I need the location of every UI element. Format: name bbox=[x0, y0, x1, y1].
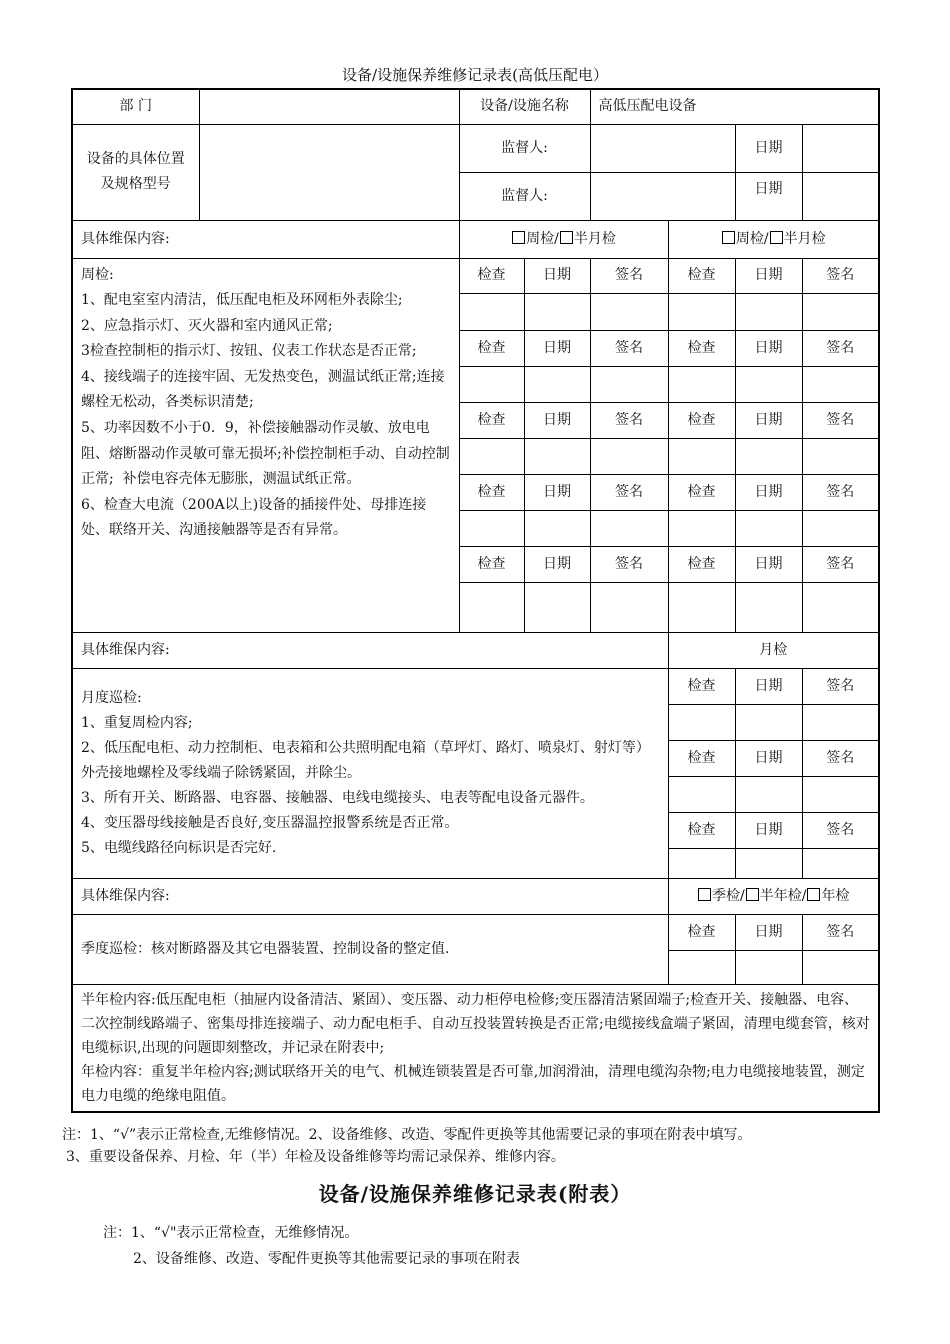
col-sign: 签名 bbox=[802, 812, 879, 848]
entry-cell[interactable] bbox=[459, 366, 524, 402]
col-sign: 签名 bbox=[802, 402, 879, 438]
col-check: 检查 bbox=[668, 546, 735, 582]
col-date: 日期 bbox=[735, 474, 802, 510]
entry-cell[interactable] bbox=[590, 293, 668, 330]
half-year-checkbox-icon[interactable] bbox=[746, 888, 759, 901]
monthly-freq-label: 月检 bbox=[668, 632, 879, 668]
col-check: 检查 bbox=[668, 402, 735, 438]
entry-cell[interactable] bbox=[735, 776, 802, 812]
entry-cell[interactable] bbox=[802, 704, 879, 740]
date-label-1: 日期 bbox=[735, 124, 802, 172]
dept-label: 部 门 bbox=[72, 89, 199, 124]
entry-cell[interactable] bbox=[735, 510, 802, 546]
col-check: 检查 bbox=[668, 258, 735, 293]
entry-cell[interactable] bbox=[735, 950, 802, 984]
col-check: 检查 bbox=[459, 258, 524, 293]
col-check: 检查 bbox=[668, 812, 735, 848]
col-check: 检查 bbox=[668, 668, 735, 704]
col-date: 日期 bbox=[524, 474, 590, 510]
form-title: 设备/设施保养维修记录表(高低压配电） bbox=[342, 66, 608, 84]
entry-cell[interactable] bbox=[802, 950, 879, 984]
entry-cell[interactable] bbox=[668, 293, 735, 330]
supervisor-label-1: 监督人: bbox=[459, 124, 590, 172]
col-check: 检查 bbox=[668, 330, 735, 366]
appendix-note-2: 2、设备维修、改造、零配件更换等其他需要记录的事项在附表 bbox=[133, 1251, 520, 1267]
date-field-1[interactable] bbox=[802, 124, 879, 172]
col-date: 日期 bbox=[735, 740, 802, 776]
col-check: 检查 bbox=[668, 474, 735, 510]
entry-cell[interactable] bbox=[459, 510, 524, 546]
col-date: 日期 bbox=[524, 402, 590, 438]
col-date: 日期 bbox=[735, 668, 802, 704]
weekly-checkbox-icon[interactable] bbox=[722, 231, 735, 244]
half-year-content-text: 半年检内容:低压配电柜（抽屉内设备清洁、紧固）、变压器、动力柜停电检修;变压器清洁紧固端子;检查开关、接触器、电容、二次控制线路端子、密集母排连接端子、动力配电柜手、自动互投装置转换是否正常;电缆接线盒端子紧固，清理电缆套管，核对电缆标识,出现的问题即刻整改，并记录在附表中; 年检内容：重复半年检内容;测试联络开关的电气、机械连锁装置是否可靠,加润滑油，清理电缆沟杂物;电力电缆接地装置，测定电力电缆的绝缘电阻值。 bbox=[72, 984, 879, 1112]
monthly-content-label: 具体维保内容: bbox=[72, 632, 668, 668]
col-sign: 签名 bbox=[590, 402, 668, 438]
weekly-freq-left: 周检/ 半月检 bbox=[459, 220, 668, 258]
entry-cell[interactable] bbox=[524, 366, 590, 402]
col-date: 日期 bbox=[524, 258, 590, 293]
col-date: 日期 bbox=[524, 330, 590, 366]
entry-cell[interactable] bbox=[802, 438, 879, 474]
entry-cell[interactable] bbox=[590, 366, 668, 402]
col-check: 检查 bbox=[459, 330, 524, 366]
col-date: 日期 bbox=[735, 402, 802, 438]
entry-cell[interactable] bbox=[668, 438, 735, 474]
col-date: 日期 bbox=[524, 546, 590, 582]
col-sign: 签名 bbox=[590, 546, 668, 582]
entry-cell[interactable] bbox=[668, 776, 735, 812]
col-sign: 签名 bbox=[802, 546, 879, 582]
col-sign: 签名 bbox=[802, 740, 879, 776]
appendix-title: 设备/设施保养维修记录表(附表） bbox=[318, 1182, 632, 1206]
equip-name-label: 设备/设施名称 bbox=[459, 89, 590, 124]
date-label-2: 日期 bbox=[735, 172, 802, 220]
col-sign: 签名 bbox=[590, 330, 668, 366]
dept-field[interactable] bbox=[199, 89, 459, 124]
col-date: 日期 bbox=[735, 330, 802, 366]
entry-cell[interactable] bbox=[802, 848, 879, 878]
col-sign: 签名 bbox=[802, 330, 879, 366]
weekly-checkbox-icon[interactable] bbox=[512, 231, 525, 244]
entry-cell[interactable] bbox=[802, 366, 879, 402]
location-field[interactable] bbox=[199, 124, 459, 220]
entry-cell[interactable] bbox=[668, 848, 735, 878]
half-month-checkbox-icon[interactable] bbox=[560, 231, 573, 244]
entry-cell[interactable] bbox=[735, 293, 802, 330]
entry-cell[interactable] bbox=[802, 510, 879, 546]
col-sign: 签名 bbox=[802, 258, 879, 293]
col-sign: 签名 bbox=[590, 474, 668, 510]
quarterly-freq: 季检/ 半年检/ 年检 bbox=[668, 878, 879, 914]
col-date: 日期 bbox=[735, 258, 802, 293]
col-date: 日期 bbox=[735, 812, 802, 848]
quarterly-content-label: 具体维保内容: bbox=[72, 878, 668, 914]
entry-cell[interactable] bbox=[668, 582, 735, 632]
location-label: 设备的具体位置及规格型号 bbox=[72, 124, 199, 220]
col-date: 日期 bbox=[735, 546, 802, 582]
appendix-notes bbox=[103, 1220, 520, 1272]
col-date: 日期 bbox=[735, 914, 802, 950]
entry-cell[interactable] bbox=[590, 438, 668, 474]
weekly-content-label: 具体维保内容: bbox=[72, 220, 459, 258]
col-check: 检查 bbox=[459, 402, 524, 438]
note-line-1: 注：1、“√”表示正常检查,无维修情况。2、设备维修、改造、零配件更换等其他需要记录的事项在附表中填写。 bbox=[62, 1127, 752, 1143]
supervisor-label-2: 监督人: bbox=[459, 172, 590, 220]
entry-cell[interactable] bbox=[524, 510, 590, 546]
entry-cell[interactable] bbox=[735, 366, 802, 402]
entry-cell[interactable] bbox=[524, 582, 590, 632]
quarter-checkbox-icon[interactable] bbox=[698, 888, 711, 901]
weekly-content-text: 周检: 1、配电室室内清洁，低压配电柜及环网柜外表除尘; 2、应急指示灯、灭火器和室内通风正常; 3检查控制柜的指示灯、按钮、仪表工作状态是否正常; 4、接线端子的连接牢固、无发热变色，测温试纸正常;连接螺栓无松动，各类标识清楚; 5、功率因数不小于0．9，补偿接触器动作灵敏、放电电阻、熔断器动作灵敏可靠无损坏;补偿控制柜手动、自动控制正常; 补偿电容壳体无膨胀，测温试纸正常。 6、检查大电流（200A以上)设备的插接件处、母排连接处、联络开关、沟通接触器等是否有异常。 bbox=[72, 258, 459, 632]
col-sign: 签名 bbox=[802, 914, 879, 950]
entry-cell[interactable] bbox=[735, 582, 802, 632]
col-check: 检查 bbox=[459, 546, 524, 582]
weekly-freq-right: 周检/ 半月检 bbox=[668, 220, 879, 258]
entry-cell[interactable] bbox=[802, 582, 879, 632]
entry-cell[interactable] bbox=[668, 366, 735, 402]
entry-cell[interactable] bbox=[668, 950, 735, 984]
half-month-checkbox-icon[interactable] bbox=[770, 231, 783, 244]
entry-cell[interactable] bbox=[459, 582, 524, 632]
monthly-content-text: 月度巡检: 1、重复周检内容; 2、低压配电柜、动力控制柜、电表箱和公共照明配电箱（草坪灯、路灯、喷泉灯、射灯等）外壳接地螺栓及零线端子除锈紧固，并除尘。 3、所有开关、断路器、电容器、接触器、电线电缆接头、电表等配电设备元器件。 4、变压器母线接触是否良好,变压器温控报警系统是否正常。 5、电缆线路径向标识是否完好. bbox=[72, 668, 668, 878]
quarterly-content-text: 季度巡检：核对断路器及其它电器装置、控制设备的整定值. bbox=[72, 914, 668, 984]
note-line-2: 3、重要设备保养、月检、年（半）年检及设备维修等均需记录保养、维修内容。 bbox=[66, 1149, 565, 1165]
notes bbox=[62, 1124, 752, 1168]
col-check: 检查 bbox=[668, 740, 735, 776]
entry-cell[interactable] bbox=[590, 582, 668, 632]
entry-cell[interactable] bbox=[459, 293, 524, 330]
entry-cell[interactable] bbox=[735, 438, 802, 474]
entry-cell[interactable] bbox=[459, 438, 524, 474]
entry-cell[interactable] bbox=[524, 293, 590, 330]
entry-cell[interactable] bbox=[735, 848, 802, 878]
date-field-2[interactable] bbox=[802, 172, 879, 220]
supervisor-field-1[interactable] bbox=[590, 124, 735, 172]
equip-name-field[interactable]: 高低压配电设备 bbox=[590, 89, 879, 124]
entry-cell[interactable] bbox=[668, 704, 735, 740]
col-sign: 签名 bbox=[590, 258, 668, 293]
supervisor-field-2[interactable] bbox=[590, 172, 735, 220]
appendix-note-1: 注：1、“√"表示正常检查，无维修情况。 bbox=[103, 1225, 359, 1241]
maintenance-record-table bbox=[71, 88, 880, 1113]
year-checkbox-icon[interactable] bbox=[807, 888, 820, 901]
entry-cell[interactable] bbox=[735, 704, 802, 740]
entry-cell[interactable] bbox=[524, 438, 590, 474]
entry-cell[interactable] bbox=[590, 510, 668, 546]
entry-cell[interactable] bbox=[802, 293, 879, 330]
col-sign: 签名 bbox=[802, 474, 879, 510]
entry-cell[interactable] bbox=[802, 776, 879, 812]
col-check: 检查 bbox=[459, 474, 524, 510]
col-sign: 签名 bbox=[802, 668, 879, 704]
entry-cell[interactable] bbox=[668, 510, 735, 546]
col-check: 检查 bbox=[668, 914, 735, 950]
